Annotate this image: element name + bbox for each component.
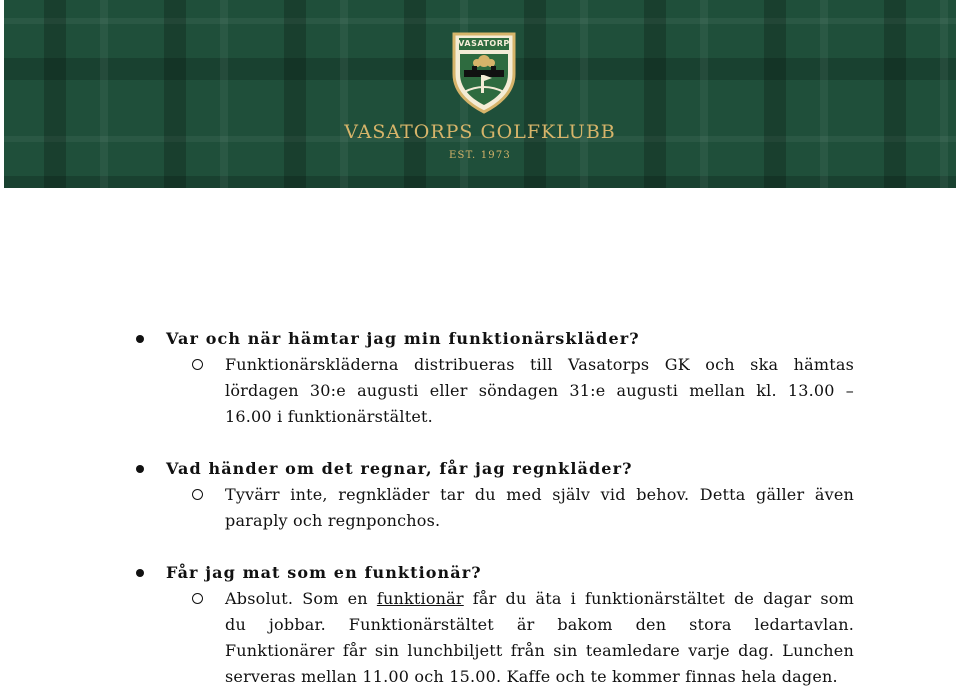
circle-bullet-icon	[192, 593, 203, 604]
club-logo	[450, 30, 518, 114]
faq-question	[0, 560, 960, 586]
faq-question-text: Vad händer om det regnar, får jag regnkläder?	[166, 459, 633, 478]
bullet-icon	[136, 335, 144, 343]
faq-question	[0, 326, 960, 352]
established-year: EST. 1973	[449, 150, 511, 161]
answer-text: får du äta i funktionärstältet de dagar som	[472, 589, 854, 608]
faq-question	[0, 456, 960, 482]
faq-answer-line: du jobbar. Funktionärstältet är bakom den stora ledartavlan.	[225, 615, 854, 634]
bullet-icon	[136, 569, 144, 577]
logo-badge-text: VASATORP	[458, 39, 510, 48]
faq-answer-line: Tyvärr inte, regnkläder tar du med själv vid behov. Detta gäller även	[225, 485, 854, 504]
faq-answer-line: paraply och regnponchos.	[225, 511, 441, 530]
faq-question-text: Var och när hämtar jag min funktionärskläder?	[166, 329, 640, 348]
answer-text: Absolut. Som en	[225, 589, 368, 608]
faq-answer	[0, 586, 854, 690]
faq-question-text: Får jag mat som en funktionär?	[166, 563, 482, 582]
underlined-term: funktionär	[376, 589, 464, 608]
header-banner	[4, 0, 956, 188]
brand-name: VASATORPS GOLFKLUBB	[344, 121, 616, 143]
faq-list	[0, 326, 960, 690]
faq-answer-line: 16.00 i funktionärstältet.	[225, 407, 433, 426]
faq-answer-line: lördagen 30:e augusti eller söndagen 31:e augusti mellan kl. 13.00 –	[225, 381, 854, 400]
faq-answer-line: serveras mellan 11.00 och 15.00. Kaffe och te kommer finnas hela dagen.	[225, 667, 838, 686]
faq-answer-line: Funktionärskläderna distribueras till Vasatorps GK och ska hämtas	[225, 355, 854, 374]
faq-answer-line	[225, 586, 854, 612]
faq-answer	[0, 482, 854, 534]
circle-bullet-icon	[192, 359, 203, 370]
bullet-icon	[136, 465, 144, 473]
faq-answer-line: Funktionärer får sin lunchbiljett från sin teamledare varje dag. Lunchen	[225, 641, 854, 660]
faq-answer	[0, 352, 854, 430]
circle-bullet-icon	[192, 489, 203, 500]
